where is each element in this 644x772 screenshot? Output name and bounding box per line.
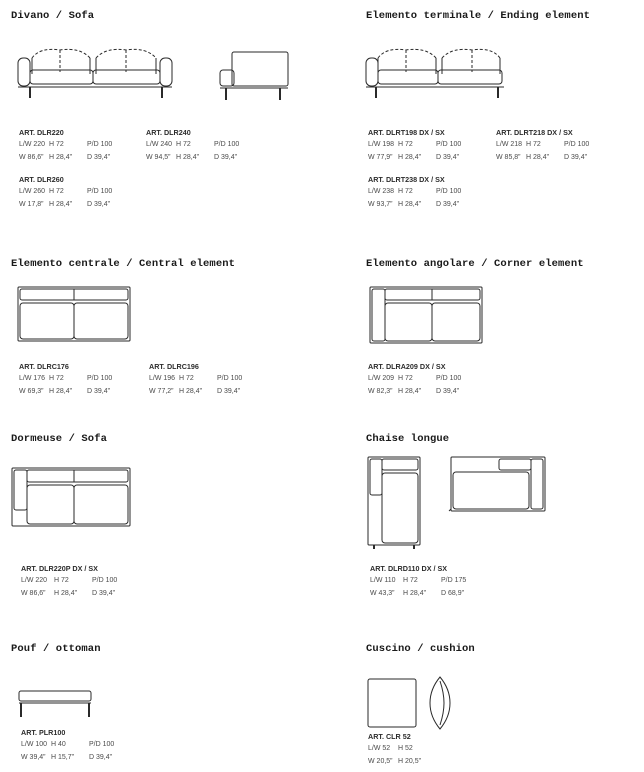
dormeuse-top-view-drawing (10, 466, 132, 528)
spec-depth-in: D 39,4” (564, 154, 587, 161)
spec-depth-cm: P/D 100 (217, 375, 243, 382)
spec-height-in: H 28,4” (49, 388, 72, 395)
spec-width-cm: L/W 260 (19, 188, 46, 195)
spec-width-in: W 77,2” (149, 388, 174, 395)
spec-width-in: W 43,3” (370, 590, 395, 597)
spec-depth-cm: P/D 100 (436, 188, 462, 195)
article-code: ART. DLRT218 DX / SX (496, 128, 573, 137)
spec-width-cm: L/W 220 (19, 141, 46, 148)
article-spec-dlr220p (21, 563, 128, 600)
section-title-divano: Divano / Sofa (11, 10, 95, 22)
spec-width-cm: L/W 196 (149, 375, 176, 382)
spec-height-in: H 28,4” (398, 201, 421, 208)
article-spec-dlrc196 (149, 361, 253, 398)
spec-height-in: H 20,5” (398, 758, 421, 765)
article-spec-dlr220 (19, 127, 123, 164)
central-element-top-view-drawing (16, 285, 132, 343)
article-code: ART. DLR240 (146, 128, 191, 137)
spec-depth-in: D 68,9” (441, 590, 464, 597)
spec-depth-cm: P/D 100 (564, 141, 590, 148)
spec-height-cm: H 72 (398, 375, 413, 382)
spec-depth-cm: P/D 100 (89, 741, 115, 748)
chaise-longue-top-view-dx-drawing (366, 455, 422, 551)
spec-width-cm: L/W 198 (368, 141, 395, 148)
spec-height-in: H 28,4” (403, 590, 426, 597)
article-spec-dlr260 (19, 174, 123, 211)
spec-height-cm: H 72 (398, 188, 413, 195)
spec-depth-cm: P/D 100 (87, 141, 113, 148)
spec-height-cm: H 72 (49, 188, 64, 195)
spec-width-in: W 85,8” (496, 154, 521, 161)
spec-height-cm: H 72 (54, 577, 69, 584)
article-code: ART. DLRD110 DX / SX (370, 564, 448, 573)
pouf-side-view-drawing (17, 689, 93, 721)
spec-depth-in: D 39,4” (87, 388, 110, 395)
spec-depth-in: D 39,4” (92, 590, 115, 597)
article-spec-clr52 (368, 731, 436, 768)
spec-depth-cm: P/D 100 (92, 577, 118, 584)
spec-depth-cm: P/D 100 (87, 375, 113, 382)
spec-depth-cm: P/D 100 (436, 141, 462, 148)
spec-width-in: W 94,5” (146, 154, 171, 161)
article-code: ART. DLR260 (19, 175, 64, 184)
article-code: ART. DLRA209 DX / SX (368, 362, 446, 371)
article-spec-dlra209 (368, 361, 472, 398)
spec-width-cm: L/W 238 (368, 188, 395, 195)
spec-height-in: H 28,4” (179, 388, 202, 395)
spec-width-in: W 17,8” (19, 201, 44, 208)
article-code: ART. DLRC196 (149, 362, 199, 371)
chaise-longue-top-view-sx-drawing (449, 455, 547, 513)
section-title-terminale: Elemento terminale / Ending element (366, 10, 591, 22)
spec-width-in: W 86,6” (21, 590, 46, 597)
spec-height-cm: H 72 (179, 375, 194, 382)
sofa-side-view-drawing (218, 50, 290, 102)
spec-depth-cm: P/D 100 (214, 141, 240, 148)
spec-height-cm: H 40 (51, 741, 66, 748)
spec-depth-in: D 39,4” (87, 154, 110, 161)
spec-width-cm: L/W 240 (146, 141, 173, 148)
spec-depth-in: D 39,4” (436, 388, 459, 395)
cushion-front-view-drawing (366, 677, 418, 729)
section-title-centrale: Elemento centrale / Central element (11, 258, 236, 270)
spec-width-in: W 20,5” (368, 758, 393, 765)
spec-width-cm: L/W 220 (21, 577, 48, 584)
spec-height-in: H 28,4” (49, 201, 72, 208)
spec-width-in: W 82,3” (368, 388, 393, 395)
section-title-dormeuse: Dormeuse / Sofa (11, 433, 108, 445)
spec-depth-in: D 39,4” (436, 154, 459, 161)
sofa-front-view-drawing (16, 44, 176, 102)
spec-height-in: H 28,4” (176, 154, 199, 161)
spec-width-cm: L/W 52 (368, 745, 391, 752)
spec-width-cm: L/W 218 (496, 141, 523, 148)
section-title-chaise: Chaise longue (366, 433, 450, 445)
spec-height-cm: H 72 (49, 375, 64, 382)
article-spec-dlrd110 (370, 563, 477, 600)
section-title-cuscino: Cuscino / cushion (366, 643, 475, 655)
spec-depth-in: D 39,4” (89, 754, 112, 761)
spec-height-cm: H 72 (526, 141, 541, 148)
spec-depth-in: D 39,4” (214, 154, 237, 161)
spec-height-cm: H 72 (398, 141, 413, 148)
spec-width-in: W 77,9” (368, 154, 393, 161)
article-spec-dlrt238 (368, 174, 472, 211)
article-code: ART. DLRT238 DX / SX (368, 175, 445, 184)
corner-element-top-view-drawing (368, 285, 484, 345)
article-code: ART. CLR 52 (368, 732, 411, 741)
spec-width-in: W 39,4” (21, 754, 46, 761)
spec-depth-in: D 39,4” (87, 201, 110, 208)
article-spec-dlrt198 (368, 127, 472, 164)
spec-height-in: H 28,4” (398, 388, 421, 395)
article-code: ART. DLRC176 (19, 362, 69, 371)
spec-height-in: H 28,4” (54, 590, 77, 597)
ending-element-front-view-drawing (364, 44, 508, 102)
spec-height-cm: H 52 (398, 745, 413, 752)
spec-width-cm: L/W 176 (19, 375, 46, 382)
section-title-pouf: Pouf / ottoman (11, 643, 101, 655)
spec-height-in: H 28,4” (49, 154, 72, 161)
spec-height-in: H 28,4” (398, 154, 421, 161)
spec-depth-in: D 39,4” (217, 388, 240, 395)
article-spec-dlrt218 (496, 127, 600, 164)
spec-height-in: H 15,7” (51, 754, 74, 761)
spec-depth-cm: P/D 100 (436, 375, 462, 382)
article-code: ART. PLR100 (21, 728, 66, 737)
spec-height-cm: H 72 (403, 577, 418, 584)
article-spec-dlrc176 (19, 361, 123, 398)
article-spec-plr100 (21, 727, 125, 764)
spec-width-in: W 93,7” (368, 201, 393, 208)
article-code: ART. DLR220 (19, 128, 64, 137)
spec-width-cm: L/W 209 (368, 375, 395, 382)
cushion-side-view-drawing (428, 675, 452, 731)
article-code: ART. DLR220P DX / SX (21, 564, 98, 573)
spec-width-cm: L/W 110 (370, 577, 396, 584)
spec-depth-in: D 39,4” (436, 201, 459, 208)
spec-width-in: W 86,6” (19, 154, 44, 161)
spec-width-cm: L/W 100 (21, 741, 48, 748)
article-code: ART. DLRT198 DX / SX (368, 128, 445, 137)
spec-width-in: W 69,3” (19, 388, 44, 395)
spec-height-cm: H 72 (176, 141, 191, 148)
article-spec-dlr240 (146, 127, 250, 164)
section-title-angolare: Elemento angolare / Corner element (366, 258, 584, 270)
spec-height-cm: H 72 (49, 141, 64, 148)
spec-height-in: H 28,4” (526, 154, 549, 161)
spec-depth-cm: P/D 175 (441, 577, 467, 584)
spec-depth-cm: P/D 100 (87, 188, 113, 195)
